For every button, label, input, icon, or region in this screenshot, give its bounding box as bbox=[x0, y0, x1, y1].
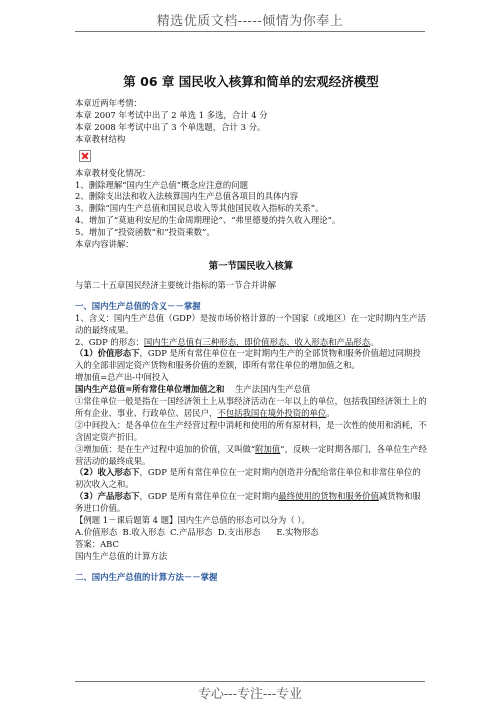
change-item: 3、删除“国内生产总值和国民总收入等其他国民收入指标的关系”。 bbox=[75, 203, 324, 214]
page-footer: 专心---专注---专业 bbox=[197, 687, 303, 702]
para-value-form bbox=[75, 348, 427, 372]
text-run: ”，反映一定时期各部门，各单位生产经营活动的最终成果。 bbox=[75, 443, 427, 466]
change-item: 1、删除理解“国内生产总值”概念应注意的问题 bbox=[75, 179, 249, 190]
para-intermediate-input: ②中间投入：是各单位在生产经营过程中消耗和使用的所有原材料，是一次性的使用和消耗，不含固定资产折旧。 bbox=[75, 419, 427, 442]
text-run: ，GDP 是所有常住单位在一定时期内生产的全部货物和服务价值超过同期投入的全部非固定资产货物和服务价值的差额，即所有常住单位的增加值之和。 bbox=[75, 348, 421, 371]
header-rule bbox=[75, 31, 425, 32]
bold-term: 国内生产总值=所有常住单位增加值之和 bbox=[75, 384, 225, 395]
method-line: 国内生产总值的计算方法 bbox=[75, 550, 168, 561]
change-item: 2、删除支出法和收入法核算国内生产总值各项目的具体内容 bbox=[75, 191, 299, 202]
exam-intro-line: 本章 2007 年考试中出了 2 单选 1 多选，合计 4 分 bbox=[75, 109, 268, 120]
bold-term: （2）收入形态下 bbox=[75, 467, 140, 478]
footer-rule bbox=[75, 681, 425, 682]
heading-calculation: 二、国内生产总值的计算方法－－掌握 bbox=[75, 571, 218, 582]
exam-intro-line: 本章 2008 年考试中出了 3 个单选题，合计 3 分。 bbox=[75, 121, 266, 132]
formula-bold-line bbox=[75, 384, 427, 396]
underlined-text: 不包括我国在境外投资的单位 bbox=[217, 407, 327, 418]
text-run: 减货物和服务进口价值。 bbox=[75, 491, 421, 514]
change-item: 5、增加了“投资函数”和“投资乘数”。 bbox=[75, 227, 215, 238]
para-value-added bbox=[75, 444, 427, 468]
chapter-title: 第 06 章 国民收入核算和简单的宏观经济模型 bbox=[123, 74, 379, 89]
formula-line: 增加值=总产出-中间投入 bbox=[75, 372, 169, 383]
heading-definition: 一、国内生产总值的含义－－掌握 bbox=[75, 300, 201, 311]
text-run: ③增加值：是在生产过程中追加的价值，又叫做“ bbox=[75, 443, 256, 454]
para-resident-unit bbox=[75, 396, 427, 420]
section-note: 与第二十五章国民经济主要统计指标的第一节合并讲解 bbox=[75, 279, 276, 290]
page-header: 精选优质文档-----倾情为你奉上 bbox=[156, 14, 344, 29]
text-run: 。 bbox=[326, 407, 335, 418]
text-run: 。 bbox=[370, 336, 379, 347]
change-item: 4、增加了“莫迪利安尼的生命周期理论”、“弗里德曼的持久收入理论”。 bbox=[75, 215, 341, 226]
para-forms bbox=[75, 337, 427, 349]
para-product-form bbox=[75, 491, 427, 515]
text-run: ①常住单位一般是指在一国经济领土上从事经济活动在一年以上的单位，包括我国经济领土上的所有企业、事业、行政单位、居民户， bbox=[75, 396, 427, 418]
example-answer: 答案：ABC bbox=[75, 538, 119, 549]
exam-intro-line: 本章近两年考情： bbox=[75, 98, 142, 108]
text-run: 2、GDP 的形态： bbox=[75, 336, 144, 347]
document-body bbox=[75, 74, 427, 584]
broken-image-icon bbox=[79, 150, 91, 162]
text-run: 生产法国内生产总值 bbox=[224, 384, 311, 395]
text-run: ，GDP 是所有常住单位在一定时期内创造并分配给常住单位和非常住单位的初次收入之和。 bbox=[75, 467, 421, 490]
exam-intro-line: 本章教材结构 bbox=[75, 133, 126, 144]
bold-term: （1）价值形态下 bbox=[75, 348, 140, 359]
content-label: 本章内容讲解： bbox=[75, 239, 134, 250]
para-definition: 1、含义：国内生产总值（GDP）是按市场价格计算的一个国家（或地区）在一定时期内生产活动的最终成果。 bbox=[75, 312, 426, 335]
changes-title: 本章教材变化情况： bbox=[75, 167, 151, 178]
underlined-text: 国内生产总值有三种形态，即价值形态、收入形态和产品形态 bbox=[143, 336, 371, 347]
section-title: 第一节国民收入核算 bbox=[208, 260, 294, 272]
bold-term: （3）产品形态下 bbox=[75, 491, 140, 502]
example-options: A.价值形态 B.收入形态 C.产品形态 D.支出形态 E.实物形态 bbox=[75, 527, 319, 537]
example-question: 【例题 1－课后题第 4 题】国内生产总值的形态可以分为（ ）。 bbox=[75, 515, 310, 526]
text-run: ，GDP 是所有常住单位在一定时期内 bbox=[139, 491, 279, 502]
underlined-text: 附加值 bbox=[255, 443, 281, 454]
underlined-text: 最终使用的货物和服务价值 bbox=[278, 491, 379, 502]
para-income-form bbox=[75, 467, 427, 491]
